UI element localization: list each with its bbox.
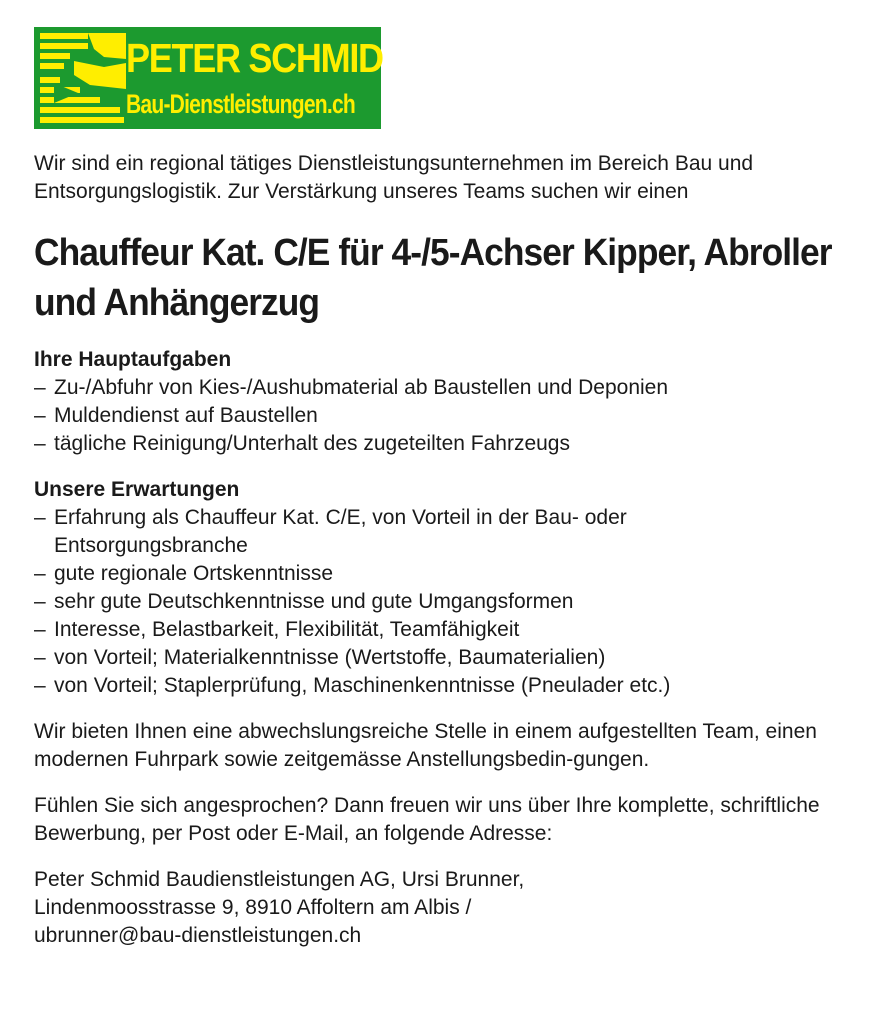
list-item: – Interesse, Belastbarkeit, Flexibilität, Teamfähigkeit [34,616,864,644]
call-to-action-text: Fühlen Sie sich angesprochen? Dann freuen wir uns über Ihre komplette, schriftliche Bewerbung, per Post oder E-Mail, an folgende Adresse: [34,794,820,845]
list-item: – Erfahrung als Chauffeur Kat. C/E, von Vorteil in der Bau- oder Entsorgungsbranche [34,504,754,560]
list-item: – gute regionale Ortskenntnisse [34,560,864,588]
list-item: – von Vorteil; Staplerprüfung, Maschinenkenntnisse (Pneulader etc.) [34,672,864,700]
contact-address [34,866,864,950]
tasks-list [34,374,864,458]
tasks-section [34,346,864,458]
job-ad-body [34,150,864,950]
list-item: – Muldendienst auf Baustellen [34,402,864,430]
expectations-heading: Unsere Erwartungen [34,478,240,501]
contact-email-link[interactable]: ubrunner@bau-dienstleistungen.ch [34,924,362,947]
logo-company-name: PETER SCHMID [126,35,383,81]
tasks-heading: Ihre Hauptaufgaben [34,348,232,371]
contact-line: Peter Schmid Baudienstleistungen AG, Ursi Brunner, [34,868,525,891]
expectations-list [34,504,864,700]
list-item: – tägliche Reinigung/Unterhalt des zugeteilten Fahrzeugs [34,430,864,458]
expectations-section [34,476,864,700]
contact-line: Lindenmoosstrasse 9, 8910 Affoltern am Albis / [34,896,472,919]
company-logo [34,27,381,129]
list-item: – sehr gute Deutschkenntnisse und gute Umgangsformen [34,588,864,616]
offer-text: Wir bieten Ihnen eine abwechslungsreiche Stelle in einem aufgestellten Team, einen modernen Fuhrpark sowie zeitgemässe Anstellungsbedin-gungen. [34,720,817,771]
intro-text: Wir sind ein regional tätiges Dienstleistungsunternehmen im Bereich Bau und Entsorgungslogistik. Zur Verstärkung unseres Teams suchen wir einen [34,152,754,203]
job-title: Chauffeur Kat. C/E für 4-/5-Achser Kipper, Abroller und Anhängerzug [34,232,832,324]
logo-emblem-icon [34,27,126,129]
list-item: – Zu-/Abfuhr von Kies-/Aushubmaterial ab Baustellen und Deponien [34,374,864,402]
list-item: – von Vorteil; Materialkenntnisse (Wertstoffe, Baumaterialien) [34,644,864,672]
logo-website: Bau-Dienstleistungen.ch [126,89,355,119]
